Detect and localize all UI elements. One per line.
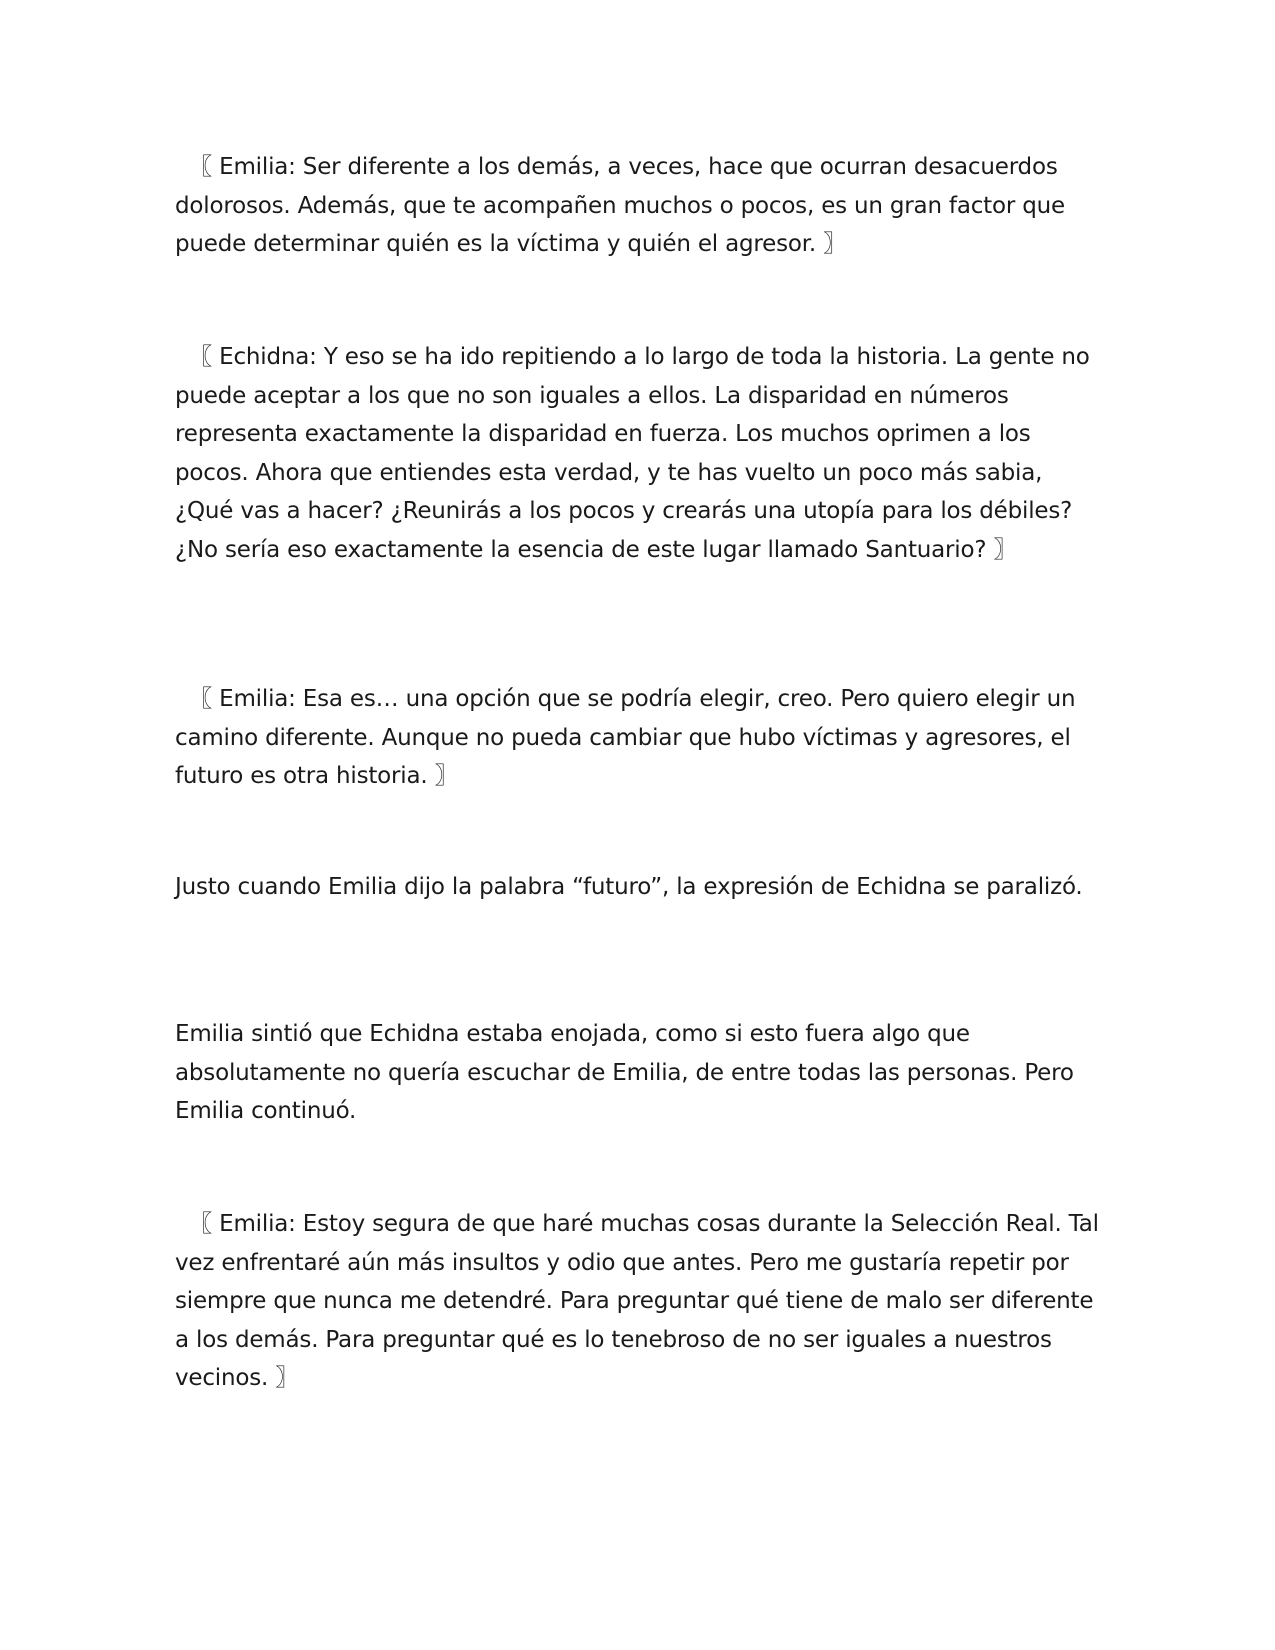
paragraph-narration-1: Justo cuando Emilia dijo la palabra “futuro”, la expresión de Echidna se paralizó. <box>175 874 1083 900</box>
paragraph-narration-2: Emilia sintió que Echidna estaba enojada, como si esto fuera algo que absolutamente no quería escuchar de Emilia, de entre todas las personas. Pero Emilia continuó. <box>175 1021 1081 1124</box>
paragraph-emilia-dialogue-3: 〖 Emilia: Estoy segura de que haré muchas cosas durante la Selección Real. Tal vez enfrentaré aún más insultos y odio que antes. Pero me gustaría repetir por siempre que nunca me detendré. Para preguntar qué tiene de malo ser diferente a los demás. Para preguntar qué es lo tenebroso de no ser iguales a nuestros vecinos. 〗 <box>175 1211 1106 1391</box>
paragraph-echidna-dialogue: 〖 Echidna: Y eso se ha ido repitiendo a lo largo de toda la historia. La gente no puede aceptar a los que no son iguales a ellos. La disparidad en números representa exactamente la disparidad en fuerza. Los muchos oprimen a los pocos. Ahora que entiendes esta verdad, y te has vuelto un poco más sabia, ¿Qué vas a hacer? ¿Reunirás a los pocos y crearás una utopía para los débiles? ¿No sería eso exactamente la esencia de este lugar llamado Santuario? 〗 <box>175 344 1097 563</box>
paragraph-emilia-dialogue-2: 〖 Emilia: Esa es… una opción que se podría elegir, creo. Pero quiero elegir un camino diferente. Aunque no pueda cambiar que hubo víctimas y agresores, el futuro es otra historia. 〗 <box>175 686 1083 789</box>
paragraph-emilia-dialogue-1: 〖 Emilia: Ser diferente a los demás, a veces, hace que ocurran desacuerdos dolorosos. Además, que te acompañen muchos o pocos, es un gran factor que puede determinar quién es la víctima y quién el agresor. 〗 <box>175 154 1073 257</box>
